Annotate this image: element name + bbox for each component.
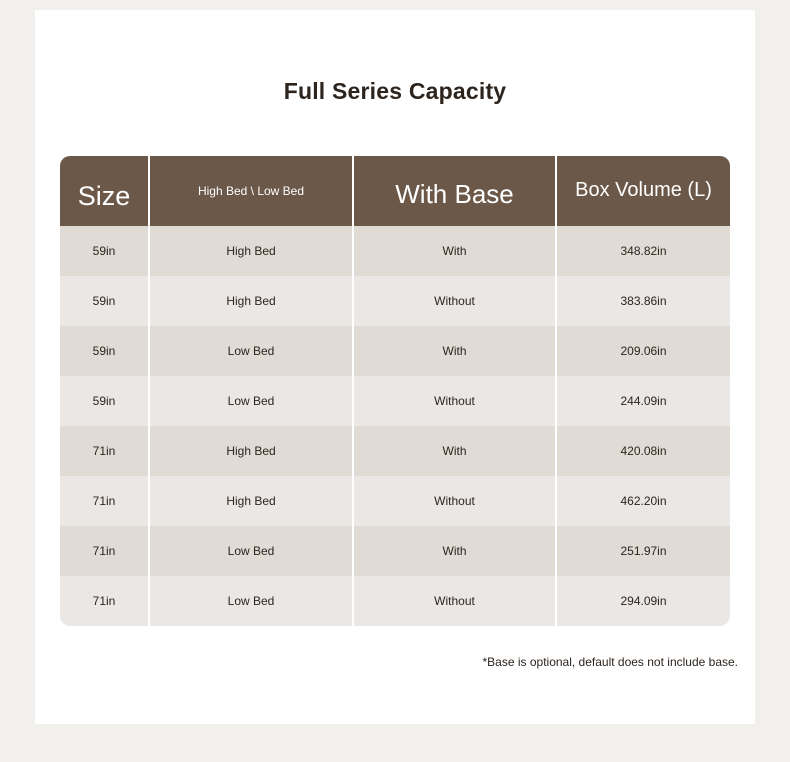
cell-size: 71in: [60, 476, 150, 526]
cell-size: 59in: [60, 276, 150, 326]
cell-volume: 244.09in: [620, 394, 667, 408]
cell-base: With: [354, 426, 557, 476]
cell-volume: 209.06in: [620, 344, 667, 358]
header-bed-type: High Bed \ Low Bed: [150, 156, 354, 226]
cell-bed-type: Low Bed: [150, 376, 354, 426]
cell-size: 59in: [60, 376, 150, 426]
cell-size: 71in: [60, 526, 150, 576]
header-with-base: With Base: [354, 156, 557, 226]
cell-size: 71in: [60, 426, 150, 476]
cell-size: 59in: [60, 326, 150, 376]
cell-bed-type: High Bed: [150, 226, 354, 276]
table-row: [60, 526, 730, 576]
table-header-row: [60, 156, 730, 226]
cell-base: With: [354, 526, 557, 576]
cell-size: 59in: [60, 226, 150, 276]
cell-bed-type: Low Bed: [150, 526, 354, 576]
cell-bed-type: Low Bed: [150, 326, 354, 376]
table-row: [60, 226, 730, 276]
cell-bed-type: Low Bed: [150, 576, 354, 626]
cell-volume: 420.08in: [620, 444, 667, 458]
cell-base: Without: [354, 276, 557, 326]
table-row: [60, 326, 730, 376]
table-row: [60, 376, 730, 426]
cell-bed-type: High Bed: [150, 426, 354, 476]
cell-volume: 383.86in: [620, 294, 667, 308]
cell-bed-type: High Bed: [150, 276, 354, 326]
table-row: [60, 426, 730, 476]
table-row: [60, 476, 730, 526]
cell-size: 71in: [60, 576, 150, 626]
header-box-volume: Box Volume (L): [575, 178, 712, 201]
cell-base: With: [354, 326, 557, 376]
cell-volume: 294.09in: [620, 594, 667, 608]
header-size: Size: [60, 156, 150, 226]
page-title: Full Series Capacity: [283, 78, 507, 104]
footnote: *Base is optional, default does not include base.: [482, 655, 738, 669]
cell-volume: 251.97in: [620, 544, 667, 558]
table-row: [60, 576, 730, 626]
cell-base: Without: [354, 376, 557, 426]
content-card: [35, 10, 755, 724]
table-row: [60, 276, 730, 326]
capacity-table: [60, 156, 730, 626]
cell-volume: 348.82in: [620, 244, 667, 258]
cell-base: With: [354, 226, 557, 276]
cell-volume: 462.20in: [620, 494, 667, 508]
cell-base: Without: [354, 576, 557, 626]
cell-bed-type: High Bed: [150, 476, 354, 526]
cell-base: Without: [354, 476, 557, 526]
